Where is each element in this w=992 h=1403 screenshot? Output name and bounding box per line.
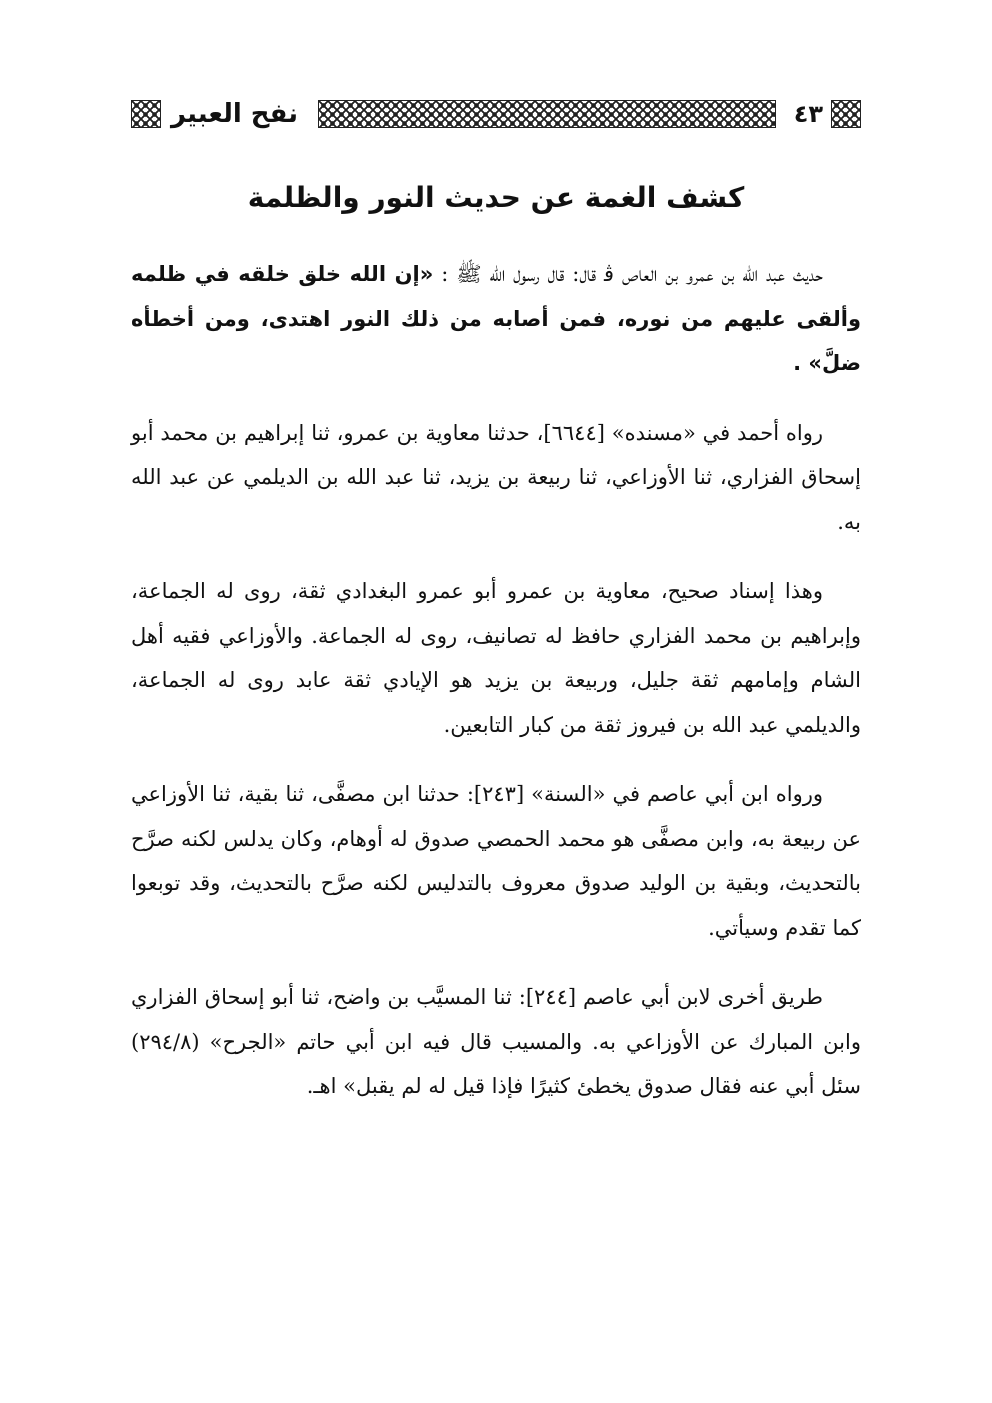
chapter-title: كشف الغمة عن حديث النور والظلمة [247,181,745,214]
page-number: ٤٣ [793,100,823,128]
book-title: نفح العبير [171,99,299,129]
body-text [131,252,861,1134]
hadith-end: . [793,351,809,375]
paragraph-another-route: طريق أخرى لابن أبي عاصم [٢٤٤]: ثنا المسيَّب بن واضح، ثنا أبو إسحاق الفزاري وابن المبارك عن الأوزاعي به. والمسيب قال فيه ابن أبي حاتم «الجرح» (٢٩٤/٨) سئل أبي عنه فقال صدوق يخطئ كثيرًا فإذا قيل له لم يقبل» اهـ. [131,985,861,1098]
hadith-intro: حديث عبد الله بن عمرو بن العاص ﭬ قال: قال رسول الله ﷺ : [433,262,823,286]
hadith-text: «إن الله خلق خلقه في ظلمه وألقى عليهم من نوره، فمن أصابه من ذلك النور اهتدى، ومن أخطأه ضلَّ» [131,262,861,375]
header-ornament-left [131,100,161,128]
paragraph-ibn-abi-asim: ورواه ابن أبي عاصم في «السنة» [٢٤٣]: حدثنا ابن مصفَّى، ثنا بقية، ثنا الأوزاعي عن ربيعة به، وابن مصفَّى هو محمد الحمصي صدوق له أوهام، وكان يدلس لكنه صرَّح بالتحديث، وبقية بن الوليد صدوق معروف بالتدليس لكنه صرَّح بالتحديث، وقد توبعوا كما تقدم وسيأتي. [131,782,861,940]
running-header [131,96,861,132]
paragraph-isnad-grading: وهذا إسناد صحيح، معاوية بن عمرو أبو عمرو البغدادي ثقة، روى له الجماعة، وإبراهيم بن محمد الفزاري حافظ له تصانيف، روى له الجماعة. والأوزاعي فقيه أهل الشام وإمامهم ثقة جليل، وربيعة بن يزيد هو الإيادي ثقة عابد روى له الجماعة، والديلمي عبد الله بن فيروز ثقة من كبار التابعين. [131,579,861,737]
header-ornament-band [318,100,776,128]
paragraph-hadith [131,252,861,386]
paragraph-ahmad-narration: رواه أحمد في «مسنده» [٦٦٤٤]، حدثنا معاوية بن عمرو، ثنا إبراهيم بن محمد أبو إسحاق الفزاري، ثنا الأوزاعي، ثنا ربيعة بن يزيد، ثنا عبد الله بن الديلمي عن عبد الله به. [131,420,861,534]
header-ornament-right [831,100,861,128]
